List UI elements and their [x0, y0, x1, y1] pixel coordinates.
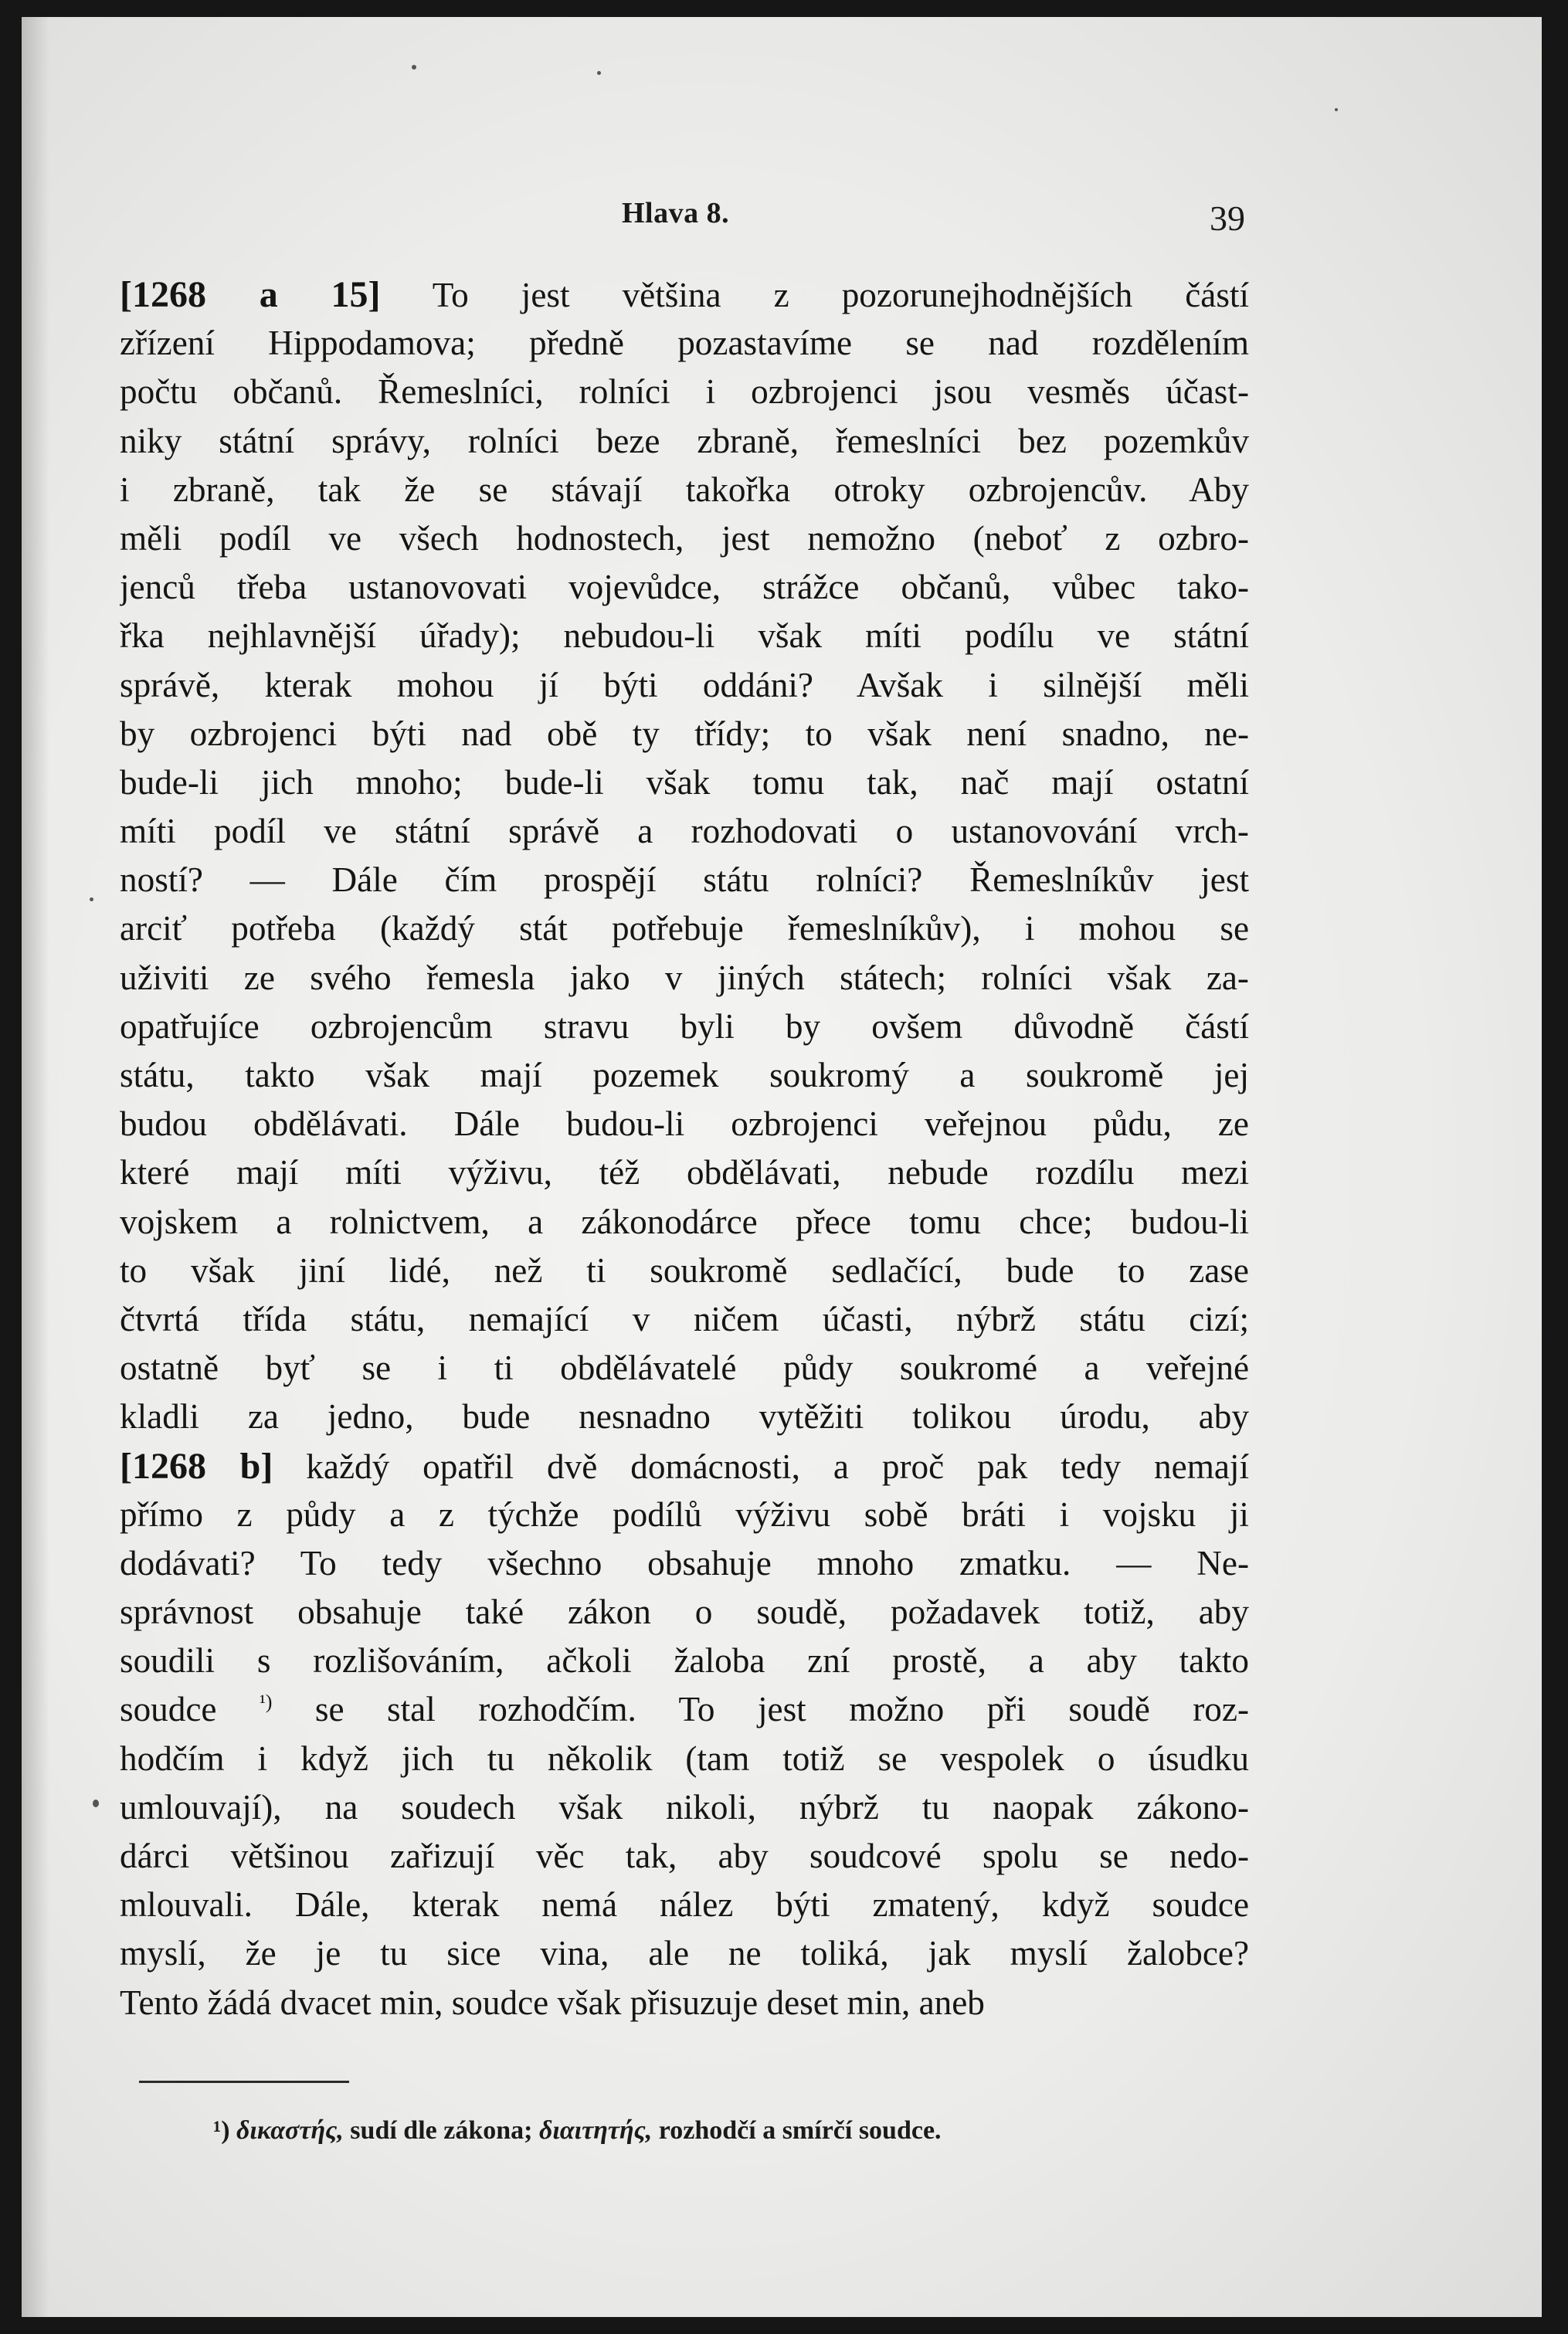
text-line: myslí, že je tu sice vina, ale ne toliká, jak myslí žalobce? [120, 1934, 1249, 1973]
text-line: soudili s rozlišováním, ačkoli žaloba zní prostě, a aby takto [120, 1641, 1249, 1681]
speck [93, 1800, 99, 1807]
page-number: 39 [1210, 198, 1245, 238]
page-header [22, 196, 1542, 243]
text-line: soudce $^{^1)}$ se stal rozhodčím. To jest možno při soudě roz- [120, 1690, 1249, 1729]
text-line: dárci většinou zařizují věc tak, aby soudcové spolu se nedo- [120, 1837, 1249, 1875]
text-line: niky státní správy, rolníci beze zbraně, řemeslníci bez pozemkův [120, 421, 1249, 460]
text-line: arciť potřeba (každý stát potřebuje řemeslníkův), i mohou se [120, 909, 1249, 948]
body-text [120, 270, 1249, 2027]
footnote-marker: ¹) [259, 1691, 273, 1714]
text-line: řka nejhlavnější úřady); nebudou-li však míti podílu ve státní [120, 616, 1249, 656]
text-line: Tento žádá dvacet min, soudce však přisuzuje deset min, aneb [120, 1983, 985, 2022]
text-line: správě, kterak mohou jí býti oddáni? Avšak i silnější měli [120, 665, 1249, 704]
text-line: jenců třeba ustanovovati vojevůdce, strážce občanů, vůbec tako- [120, 568, 1249, 607]
text-line: přímo z půdy a z týchže podílů výživu sobě bráti i vojsku ji [120, 1494, 1249, 1534]
text-line: budou obdělávati. Dále budou-li ozbrojenci veřejnou půdu, ze [120, 1104, 1249, 1144]
text-line: zřízení Hippodamova; předně pozastavíme se nad rozdělením [120, 324, 1249, 363]
text-line: vojskem a rolnictvem, a zákonodárce přece tomu chce; budou-li [120, 1202, 1249, 1241]
text-line: které mají míti výživu, též obdělávati, nebude rozdílu mezi [120, 1153, 1249, 1192]
text-line: opatřujíce ozbrojencům stravu byli by ovšem důvodně částí [120, 1006, 1249, 1046]
text-line: měli podíl ve všech hodnostech, jest nemožno (neboť z ozbro- [120, 518, 1249, 558]
text-line: správnost obsahuje také zákon o soudě, požadavek totiž, aby [120, 1593, 1249, 1632]
speck [90, 897, 93, 901]
footnote: ¹) δικαστής, sudí dle zákona; διαιτητής, rozhodčí a smírčí soudce. [213, 2116, 942, 2145]
text-line: počtu občanů. Řemeslníci, rolníci i ozbrojenci jsou vesměs účast- [120, 372, 1249, 412]
text-line: umlouvají), na soudech však nikoli, nýbrž tu naopak zákono- [120, 1787, 1249, 1827]
text-line: by ozbrojenci býti nad obě ty třídy; to však není snadno, ne- [120, 714, 1249, 753]
text-line: [1268 a 15] To jest většina z pozorunejhodnějších částí [120, 274, 1249, 315]
footnote-marker: ¹) [213, 2116, 230, 2145]
speck [597, 71, 601, 75]
text-line: mlouvali. Dále, kterak nemá nález býti zmatený, když soudce [120, 1885, 1249, 1925]
text-line: bude-li jich mnoho; bude-li však tomu tak, nač mají ostatní [120, 762, 1249, 802]
speck [1335, 108, 1338, 111]
text-line: míti podíl ve státní správě a rozhodovati o ustanovování vrch- [120, 812, 1249, 851]
greek-term: διαιτητής, [538, 2116, 653, 2145]
bekker-reference: [1268 b] [120, 1445, 273, 1487]
speck [412, 65, 416, 70]
text-line: uživiti ze svého řemesla jako v jiných státech; rolníci však za- [120, 958, 1249, 997]
binding-shadow [22, 17, 49, 2317]
running-head: Hlava 8. [622, 197, 730, 229]
text-line: [1268 b] každý opatřil dvě domácnosti, a proč pak tedy nemají [120, 1445, 1249, 1487]
text-line: ností? — Dále čím prospějí státu rolníci? Řemeslníkův jest [120, 860, 1249, 900]
text-line: to však jiní lidé, než ti soukromě sedlačící, bude to zase [120, 1250, 1249, 1290]
bekker-reference: [1268 a 15] [120, 274, 381, 315]
text-line: kladli za jedno, bude nesnadno vytěžiti tolikou úrodu, aby [120, 1397, 1249, 1437]
text-line: hodčím i když jich tu několik (tam totiž se vespolek o úsudku [120, 1739, 1249, 1778]
text-line: i zbraně, tak že se stávají takořka otroky ozbrojencův. Aby [120, 470, 1249, 509]
text-line: dodávati? To tedy všechno obsahuje mnoho zmatku. — Ne- [120, 1543, 1249, 1583]
text-line: čtvrtá třída státu, nemající v ničem účasti, nýbrž státu cizí; [120, 1299, 1249, 1338]
greek-term: δικαστής, [236, 2116, 344, 2145]
footnote-separator [139, 2081, 349, 2083]
text-line: státu, takto však mají pozemek soukromý a soukromě jej [120, 1056, 1249, 1094]
text-line: ostatně byť se i ti obdělávatelé půdy soukromé a veřejné [120, 1348, 1249, 1388]
